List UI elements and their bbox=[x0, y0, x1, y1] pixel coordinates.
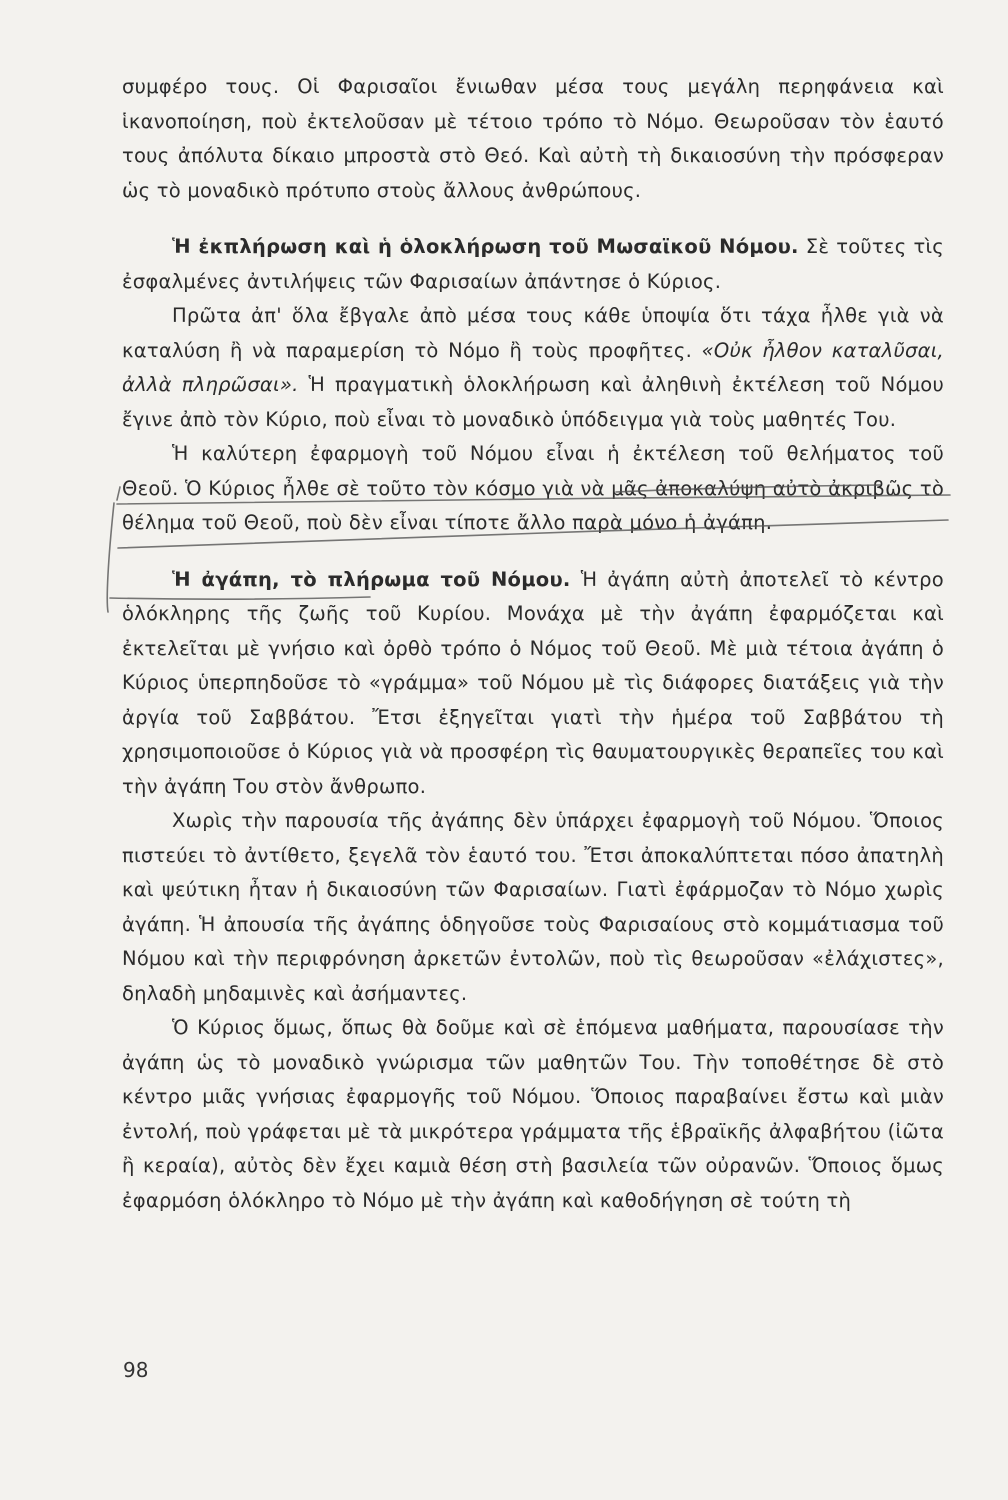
text-run: Χωρὶς τὴν παρουσία τῆς ἀγάπης δὲν ὑπάρχει ἐφαρμογὴ τοῦ Νόμου. Ὅποιος πιστεύει τὸ ἀντίθετο, ξεγελᾶ τὸν ἑαυτό του. Ἔτσι ἀποκαλύπτεται πόσο ἀπατηλὴ καὶ ψεύτικη ἦταν ἡ δικαιοσύνη τῶν Φαρισαίων. Γιατὶ ἐφάρμοζαν τὸ Νόμο χωρὶς ἀγάπη. Ἡ ἀπουσία τῆς ἀγάπης ὁδηγοῦσε τοὺς Φαρισαίους στὸ κομμάτιασμα τοῦ Νόμου καὶ τὴν περιφρόνηση ἀρκετῶν ἐντολῶν, ποὺ τὶς θεωροῦσαν «ἐλάχιστες», δηλαδὴ μηδαμινὲς καὶ ἀσήμαντες. bbox=[122, 809, 944, 1005]
text-run: Ἡ ἀγάπη αὐτὴ ἀποτελεῖ τὸ κέντρο ὁλόκληρης τῆς ζωῆς τοῦ Κυρίου. Μονάχα μὲ τὴν ἀγάπη ἐφαρμόζεται καὶ ἐκτελεῖται μὲ γνήσιο καὶ ὀρθὸ τρόπο ὁ Νόμος τοῦ Θεοῦ. Μὲ μιὰ τέτοια ἀγάπη ὁ Κύριος ὑπερπηδοῦσε τὸ «γράμμα» τοῦ Νόμου μὲ τὶς διάφορες διατάξεις γιὰ τὴν ἀργία τοῦ Σαββάτου. Ἔτσι ἐξηγεῖται γιατὶ τὴν ἡμέρα τοῦ Σαββάτου τὴ χρησιμοποιοῦσε ὁ Κύριος γιὰ νὰ προσφέρη τὶς θαυματουργικὲς θεραπεῖες του καὶ τὴν ἀγάπη Του στὸν ἄνθρωπο. bbox=[122, 567, 944, 798]
section-heading: Ἡ ἐκπλήρωση καὶ ἡ ὁλοκλήρωση τοῦ Μωσαϊκοῦ Νόμου. bbox=[172, 235, 799, 258]
paragraph bbox=[122, 804, 944, 1011]
text-run: Ὁ Κύριος ὅμως, ὅπως θὰ δοῦμε καὶ σὲ ἑπόμενα μαθήματα, παρουσίασε τὴν ἀγάπη ὡς τὸ μοναδικὸ γνώρισμα τῶν μαθητῶν Του. Τὴν τοποθέτησε δὲ στὸ κέντρο μιᾶς γνήσιας ἐφαρμογῆς τοῦ Νόμου. Ὅποιος παραβαίνει ἔστω καὶ μιὰν ἐντολή, ποὺ γράφεται μὲ τὰ μικρότερα γράμματα τῆς ἑβραϊκῆς ἀλφαβήτου (ἰῶτα ἢ κεραία), αὐτὸς δὲν ἔχει καμιὰ θέση στὴ βασιλεία τῶν οὐρανῶν. Ὅποιος ὅμως ἐφαρμόση ὁλόκληρο τὸ Νόμο μὲ τὴν ἀγάπη καὶ καθοδήγηση σὲ τούτη τὴ bbox=[122, 1016, 944, 1212]
section-heading: Ἡ ἀγάπη, τὸ πλήρωμα τοῦ Νόμου. bbox=[172, 567, 571, 591]
text-run: Σὲ τοῦτες τὶς ἐσφαλμένες ἀντιλήψεις τῶν Φαρισαίων ἀπάντησε ὁ Κύριος. bbox=[122, 235, 944, 293]
page-body-text bbox=[122, 70, 944, 1218]
paragraph bbox=[122, 70, 944, 208]
paragraph bbox=[122, 437, 944, 541]
text-run: Ἡ πραγματικὴ ὁλοκλήρωση καὶ ἀληθινὴ ἐκτέλεση τοῦ Νόμου ἔγινε ἀπὸ τὸν Κύριο, ποὺ εἶναι τὸ μοναδικὸ ὑπόδειγμα γιὰ τοὺς μαθητές Του. bbox=[122, 373, 944, 431]
text-run: συμφέρο τους. Οἱ Φαρισαῖοι ἔνιωθαν μέσα τους μεγάλη περηφάνεια καὶ ἱκανοποίηση, ποὺ ἐκτελοῦσαν μὲ τέτοιο τρόπο τὸ Νόμο. Θεωροῦσαν τὸν ἑαυτό τους ἀπόλυτα δίκαιο μπροστὰ στὸ Θεό. Καὶ αὐτὴ τὴ δικαιοσύνη τὴν πρόσφεραν ὡς τὸ μοναδικὸ πρότυπο στοὺς ἄλλους ἀνθρώπους. bbox=[122, 75, 944, 202]
text-run: Ἡ καλύτερη ἐφαρμογὴ τοῦ Νόμου εἶναι ἡ ἐκτέλεση τοῦ θελήματος τοῦ Θεοῦ. Ὁ Κύριος ἦλθε σὲ τοῦτο τὸν κόσμο γιὰ νὰ μᾶς ἀποκαλύψη αὐτὸ ἀκριβῶς τὸ θέλημα τοῦ Θεοῦ, ποὺ δὲν εἶναι τίποτε ἄλλο παρὰ μόνο ἡ ἀγάπη. bbox=[122, 442, 944, 534]
page-number: 98 bbox=[123, 1358, 149, 1382]
paragraph bbox=[122, 563, 944, 805]
paragraph bbox=[122, 230, 944, 299]
paragraph bbox=[122, 1011, 944, 1218]
scripture-quote: «Οὐκ ἦλθον καταλῦσαι, ἀλλὰ πληρῶσαι». bbox=[122, 338, 944, 396]
paragraph bbox=[122, 299, 944, 437]
text-run: Πρῶτα ἀπ' ὅλα ἔβγαλε ἀπὸ μέσα τους κάθε ὑποψία ὅτι τάχα ἦλθε γιὰ νὰ καταλύση ἢ νὰ παραμερίση τὸ Νόμο ἢ τοὺς προφῆτες. bbox=[122, 304, 944, 362]
pencil-bracket bbox=[107, 487, 120, 612]
